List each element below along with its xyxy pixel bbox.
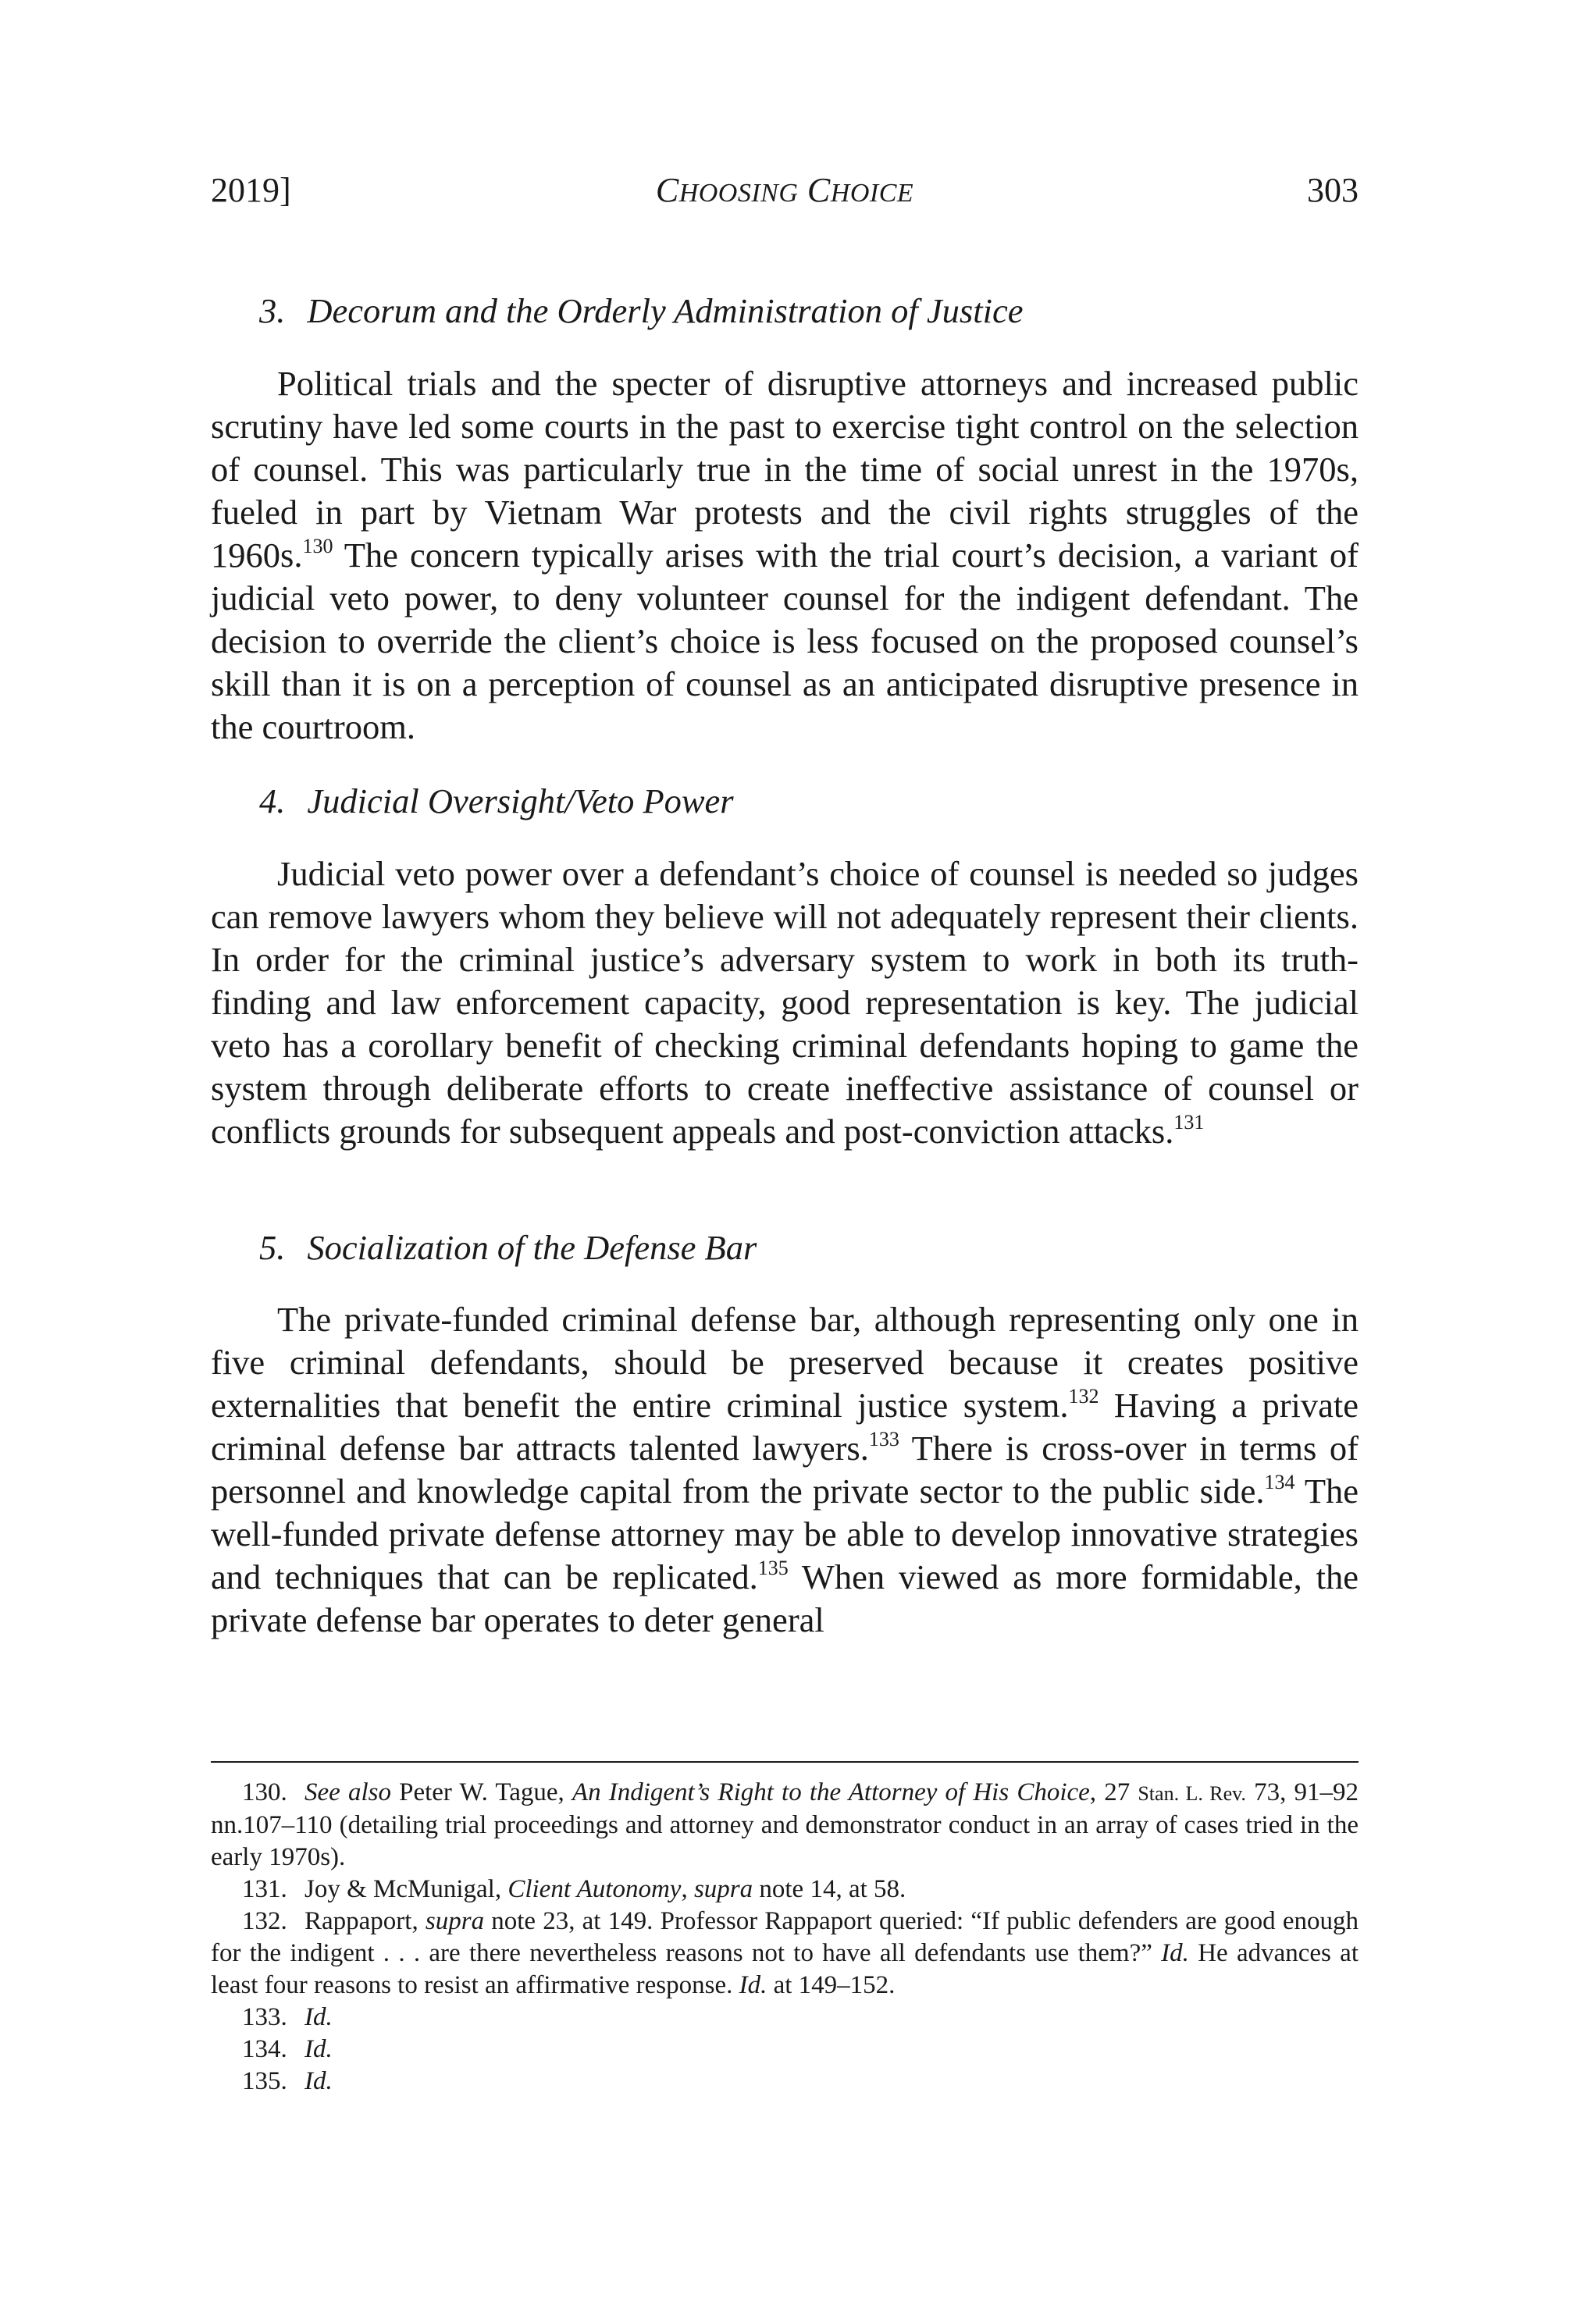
footnote-ref[interactable]: 130 (302, 535, 333, 557)
footnote-ref[interactable]: 131 (1173, 1111, 1205, 1134)
section-number: 4. (259, 781, 286, 820)
running-header (211, 170, 1359, 217)
page-title: CHOOSING CHOICE (655, 171, 914, 209)
section-body-4 (211, 852, 1359, 1153)
footnote-134: 134. Id. (242, 2035, 333, 2063)
footnotes (211, 1777, 1359, 2098)
volume-year: 2019] (211, 171, 291, 209)
page-number: 303 (1307, 171, 1359, 209)
section-heading-4 (259, 781, 734, 821)
section-heading-5 (259, 1227, 757, 1268)
paragraph: Judicial veto power over a defendant’s choice of counsel is needed so judges can remove lawyers whom they believe will not adequately represent their clients. In order for the criminal justice’s adversary system to work in both its truth-finding and law enforcement capacity, good representation is key. The judicial veto has a corollary benefit of checking criminal defendants hoping to game the system through deliberate efforts to create ineffective assistance of counsel or conflicts grounds for subsequent appeals and post-conviction attacks.$^{131}$ (211, 854, 1359, 1151)
footnote-divider (211, 1761, 1359, 1763)
section-body-3 (211, 362, 1359, 749)
footnote-ref[interactable]: 133 (868, 1428, 899, 1450)
paragraph: Political trials and the specter of disruptive attorneys and increased public scrutiny have led some courts in the past to exercise tight control on the selection of counsel. This was particularly true in the time of social unrest in the 1970s, fueled in part by Vietnam War protests and the civil rights struggles of the 1960s.$^{130}$ The concern typically arises with the trial court’s decision, a variant of judicial veto power, to deny volunteer counsel for the indigent defendant. The decision to override the client’s choice is less focused on the proposed counsel’s skill than it is on a perception of counsel as an anticipated disruptive presence in the courtroom. (211, 364, 1359, 746)
footnote-133: 133. Id. (242, 2003, 333, 2031)
section-title: Decorum and the Orderly Administration of Justice (307, 291, 1024, 330)
footnote-ref[interactable]: 132 (1068, 1385, 1099, 1408)
footnote-131: 131. Joy & McMunigal, Client Autonomy, supra note 14, at 58. (242, 1875, 906, 1903)
section-number: 5. (259, 1228, 286, 1267)
paragraph: The private-funded criminal defense bar, although representing only one in five criminal defendants, should be preserved because it creates positive externalities that benefit the entire criminal justice system.$^{132}$ Having a private criminal defense bar attracts talented lawyers.$^{133}$ There is cross-over in terms of personnel and knowledge capital from the private sector to the public side.$^{134}$ The well-funded private defense attorney may be able to develop innovative strategies and techniques that can be replicated.$^{135}$ When viewed as more formidable, the private defense bar operates to deter general (211, 1300, 1359, 1639)
section-heading-3 (259, 290, 1023, 331)
section-number: 3. (259, 291, 286, 330)
footnote-130: 130. See also Peter W. Tague, An Indigent’s Right to the Attorney of His Choice, 27 Stan. L. Rev. 73, 91–92 nn.107–110 (detailing trial proceedings and attorney and demonstrator conduct in an array of cases tried in the early 1970s). (211, 1778, 1359, 1871)
section-title: Judicial Oversight/Veto Power (307, 781, 734, 820)
footnote-ref[interactable]: 134 (1264, 1471, 1295, 1493)
footnote-132: 132. Rappaport, supra note 23, at 149. Professor Rappaport queried: “If public defenders are good enough for the indigent . . . are there nevertheless reasons not to have all defendants use them?” Id. He advances at least four reasons to resist an affirmative response. Id. at 149–152. (211, 1907, 1359, 1999)
footnote-ref[interactable]: 135 (757, 1557, 789, 1579)
section-title: Socialization of the Defense Bar (307, 1228, 757, 1267)
section-body-5 (211, 1298, 1359, 1642)
footnote-135: 135. Id. (242, 2067, 333, 2095)
